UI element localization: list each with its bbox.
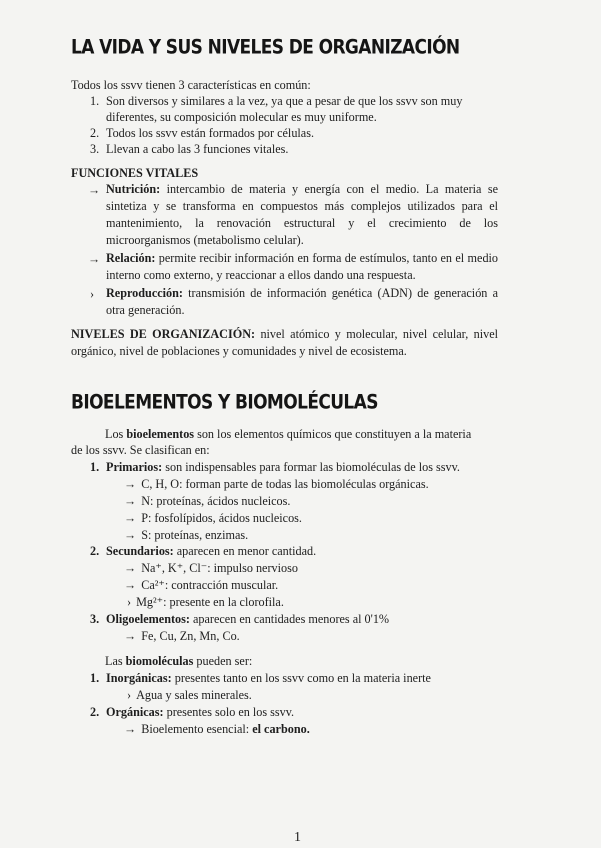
- item-number: 1.: [90, 460, 100, 474]
- organicas-text: presentes solo en los ssvv.: [166, 705, 295, 719]
- list-item-2: [90, 125, 314, 141]
- relacion-paragraph: [106, 250, 498, 284]
- item-text: Son diversos y similares a la vez, ya que a pesar de que los ssvv son muy: [106, 94, 463, 108]
- reproduccion-label: Reproducción:: [106, 286, 183, 300]
- item-number: 2.: [90, 544, 100, 558]
- bioelementos-intro: [105, 426, 471, 442]
- arrow-icon: →: [124, 494, 137, 508]
- nutricion-text: intercambio de materia y energía con el medio. La materia se sintetiza y se transforma en compuestos más complejos utilizados para el mantenimiento, la renovación estructural y el crecimiento de los microorganismos (metabolismo celular).: [106, 182, 498, 247]
- nutricion-paragraph: [106, 181, 498, 249]
- bioelementos-intro-line2: de los ssvv. Se clasifican en:: [71, 443, 210, 457]
- item-number: 1.: [90, 671, 100, 685]
- list-item-3: [90, 141, 288, 157]
- intro-bold: bioelementos: [126, 427, 195, 441]
- intro-post: son los elementos químicos que constituyen a la materia: [194, 427, 472, 441]
- secundarios-sub-1: → Na⁺, K⁺, Cl⁻: impulso nervioso: [124, 561, 298, 575]
- arrow-icon: →: [124, 528, 137, 542]
- item-text: Llevan a cabo las 3 funciones vitales.: [106, 142, 289, 156]
- arrow-icon: →: [124, 477, 137, 491]
- item-number: 2.: [90, 126, 100, 140]
- reproduccion-text: transmisión de información genética (ADN) de generación a otra generación.: [106, 286, 498, 317]
- item-number: 1.: [90, 94, 100, 108]
- inorganicas-sub: › Agua y sales minerales.: [127, 688, 252, 702]
- organicas-label: Orgánicas:: [106, 705, 164, 719]
- primarios-text: son indispensables para formar las biomoléculas de los ssvv.: [165, 460, 460, 474]
- secundarios-label: Secundarios:: [106, 544, 174, 558]
- intro-pre: Los: [105, 427, 127, 441]
- primarios-sub-4: → S: proteínas, enzimas.: [124, 528, 249, 542]
- arrow-icon: ›: [127, 688, 132, 702]
- primarios-item: [90, 459, 460, 475]
- arrow-icon: →: [124, 722, 137, 736]
- inorganicas-item: [90, 670, 431, 686]
- organicas-item: [90, 704, 294, 720]
- biomol-post: pueden ser:: [193, 654, 253, 668]
- relacion-label: Relación:: [106, 251, 156, 265]
- inorganicas-label: Inorgánicas:: [106, 671, 172, 685]
- oligo-sub-1: → Fe, Cu, Zn, Mn, Co.: [124, 629, 240, 643]
- list-item-1: [90, 93, 462, 109]
- item-number: 3.: [90, 612, 100, 626]
- biomol-bold: biomoléculas: [125, 654, 194, 668]
- biomoleculas-intro: [105, 653, 252, 669]
- item-number: 2.: [90, 705, 100, 719]
- reproduccion-arrow: ›: [90, 287, 95, 301]
- inorganicas-text: presentes tanto en los ssvv como en la materia inerte: [174, 671, 431, 685]
- section-title-bioelementos: BIOELEMENTOS Y BIOMOLÉCULAS: [71, 391, 378, 414]
- funciones-vitales-heading: FUNCIONES VITALES: [71, 166, 199, 180]
- secundarios-sub-3: › Mg²⁺: presente en la clorofila.: [127, 595, 284, 609]
- arrow-icon: ›: [127, 595, 132, 609]
- relacion-arrow: →: [88, 252, 101, 266]
- relacion-text: permite recibir información en forma de estímulos, tanto en el medio interno como externo, y reaccionar a ellos dando una respuesta.: [106, 251, 499, 282]
- primarios-label: Primarios:: [106, 460, 163, 474]
- primarios-sub-3: → P: fosfolípidos, ácidos nucleicos.: [124, 511, 302, 525]
- organicas-sub: → Bioelemento esencial: el carbono.: [124, 722, 310, 736]
- arrow-icon: →: [124, 629, 137, 643]
- arrow-icon: →: [124, 511, 137, 525]
- primarios-sub-1: → C, H, O: forman parte de todas las biomoléculas orgánicas.: [124, 477, 429, 491]
- arrow-icon: →: [124, 561, 137, 575]
- nutricion-label: Nutrición:: [106, 182, 161, 196]
- biomol-pre: Las: [105, 654, 126, 668]
- oligo-label: Oligoelementos:: [106, 612, 190, 626]
- arrow-icon: →: [124, 578, 137, 592]
- secundarios-text: aparecen en menor cantidad.: [176, 544, 317, 558]
- nutricion-arrow: →: [88, 183, 101, 197]
- secundarios-item: [90, 543, 316, 559]
- reproduccion-paragraph: [106, 285, 498, 319]
- niveles-label: NIVELES DE ORGANIZACIÓN:: [71, 327, 256, 341]
- item-number: 3.: [90, 142, 100, 156]
- primarios-sub-2: → N: proteínas, ácidos nucleicos.: [124, 494, 291, 508]
- s1-intro: Todos los ssvv tienen 3 características en común:: [71, 78, 311, 92]
- oligo-text: aparecen en cantidades menores al 0'1%: [193, 612, 390, 626]
- secundarios-sub-2: → Ca²⁺: contracción muscular.: [124, 578, 279, 592]
- list-item-1-cont: diferentes, su composición molecular es muy uniforme.: [106, 110, 377, 124]
- page-number: 1: [294, 830, 301, 845]
- item-text: Todos los ssvv están formados por células.: [106, 126, 314, 140]
- oligoelementos-item: [90, 611, 389, 627]
- niveles-paragraph: [71, 326, 498, 360]
- niveles-text: nivel atómico y molecular, nivel celular, nivel orgánico, nivel de poblaciones y comunidades y nivel de ecosistema.: [71, 327, 498, 358]
- section-title-vida: LA VIDA Y SUS NIVELES DE ORGANIZACIÓN: [71, 36, 460, 59]
